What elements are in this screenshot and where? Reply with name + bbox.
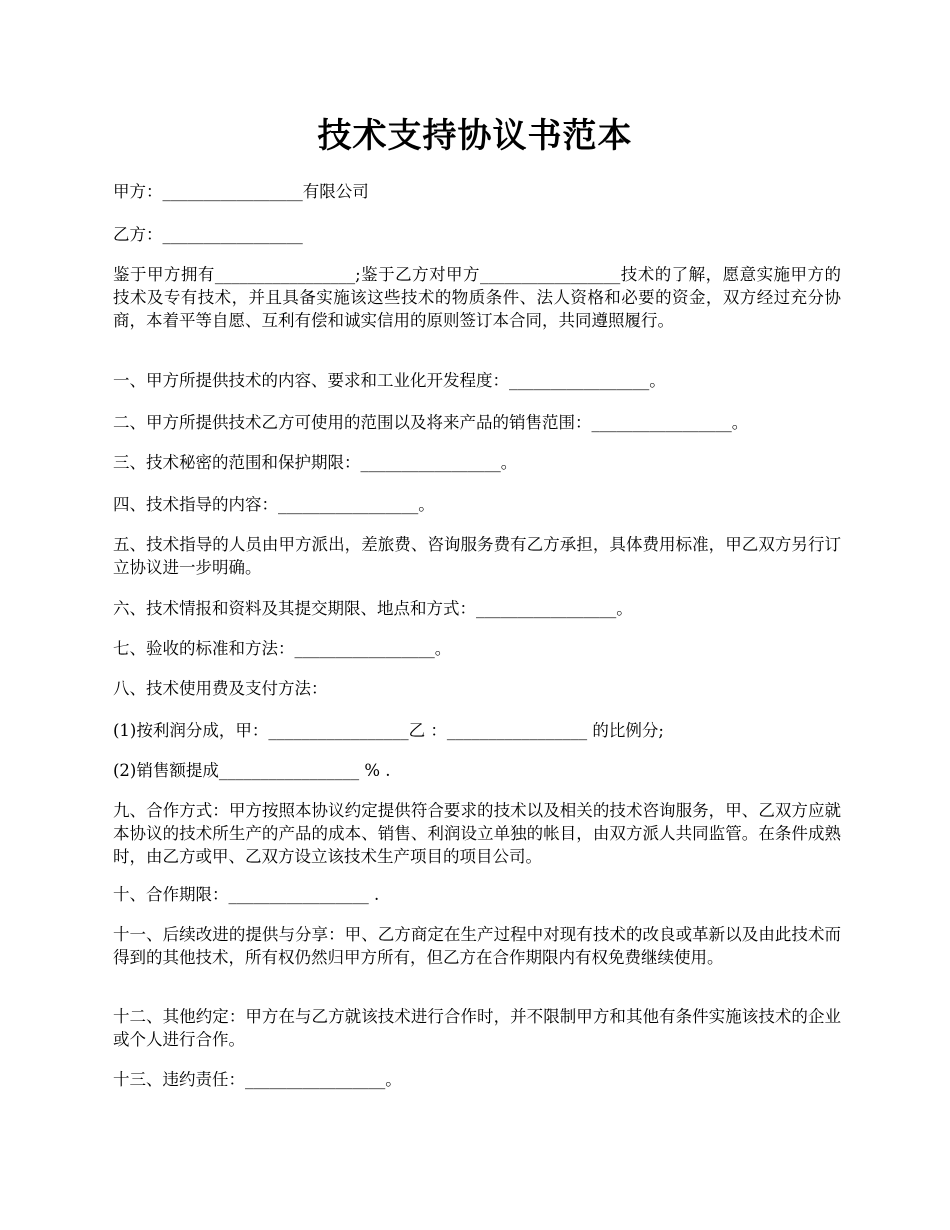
clause-2: 二、甲方所提供技术乙方可使用的范围以及将来产品的销售范围：_________________。	[113, 413, 749, 432]
clause-3: 三、技术秘密的范围和保护期限：_________________。	[113, 453, 518, 472]
clause-4: 四、技术指导的内容：_________________。	[113, 495, 435, 514]
clause-10: 十、合作期限：_________________ .	[113, 885, 380, 904]
clause-13: 十三、违约责任：_________________。	[113, 1070, 402, 1089]
clause-9: 九、合作方式：甲方按照本协议约定提供符合要求的技术以及相关的技术咨询服务，甲、乙双方应就本协议的技术所生产的产品的成本、销售、利润设立单独的帐目，由双方派人共同监管。在条件成熟时，由乙方或甲、乙双方设立该技术生产项目的项目公司。	[113, 801, 841, 866]
party-b-line: 乙方：_________________	[113, 225, 303, 244]
clause-8: 八、技术使用费及支付方法：	[113, 679, 328, 698]
clause-11: 十一、后续改进的提供与分享：甲、乙方商定在生产过程中对现有技术的改良或革新以及由此技术而得到的其他技术，所有权仍然归甲方所有，但乙方在合作期限内有权免费继续使用。	[113, 925, 841, 967]
preamble-paragraph: 鉴于甲方拥有_________________;鉴于乙方对甲方_________________技术的了解，愿意实施甲方的技术及专有技术，并且具备实施该这些技术的物质条件、法人资格和必要的资金，双方经过充分协商，本着平等自愿、互利有偿和诚实信用的原则签订本合同，共同遵照履行。	[113, 265, 841, 330]
clause-6: 六、技术情报和资料及其提交期限、地点和方式：_________________。	[113, 599, 633, 618]
clause-12: 十二、其他约定：甲方在与乙方就该技术进行合作时，并不限制甲方和其他有条件实施该技术的企业或个人进行合作。	[113, 1007, 841, 1049]
party-a-line: 甲方：_________________有限公司	[113, 182, 369, 201]
clause-7: 七、验收的标准和方法：_________________。	[113, 639, 452, 658]
clause-1: 一、甲方所提供技术的内容、要求和工业化开发程度：_________________。	[113, 371, 666, 390]
document-title: 技术支持协议书范本	[317, 116, 633, 156]
clause-8-item-1: (1)按利润分成，甲：_________________乙 ：_________________ 的比例分;	[113, 721, 664, 740]
clause-8-item-2: (2)销售额提成_________________ % .	[113, 761, 391, 780]
clause-5: 五、技术指导的人员由甲方派出，差旅费、咨询服务费有乙方承担，具体费用标准，甲乙双方另行订立协议进一步明确。	[113, 535, 841, 577]
